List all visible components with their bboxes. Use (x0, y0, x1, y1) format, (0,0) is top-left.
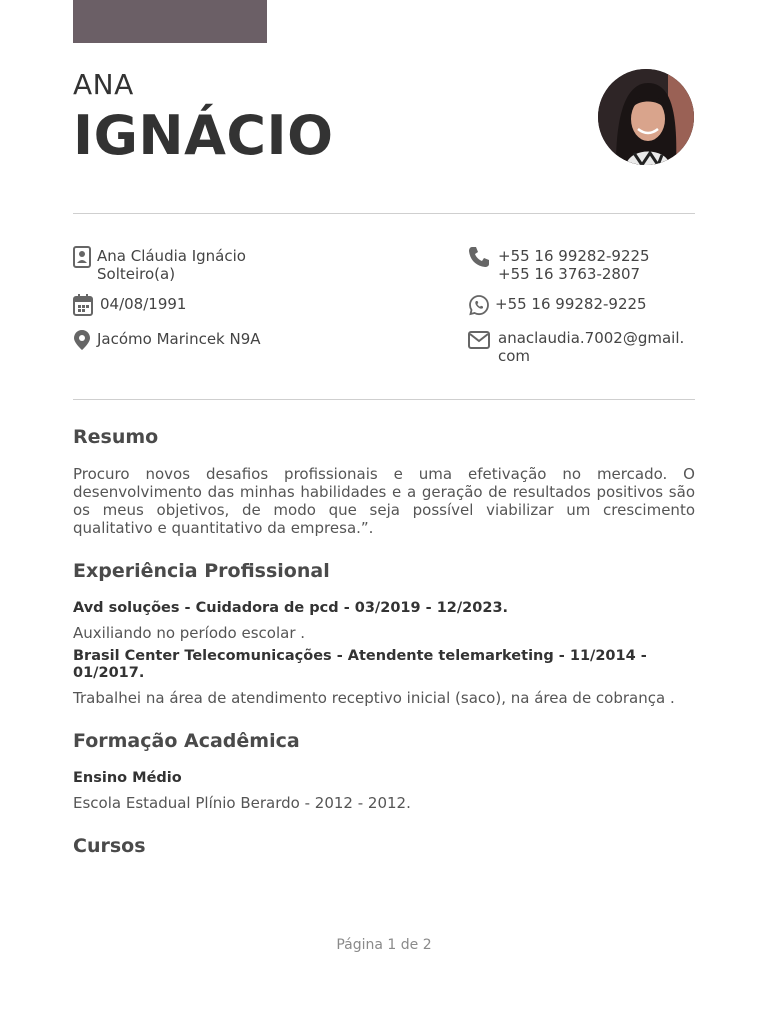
marital-status: Solteiro(a) (97, 265, 176, 283)
job-heading-1: Avd soluções - Cuidadora de pcd - 03/2019 - 12/2023. (73, 600, 509, 616)
divider-bottom (73, 399, 695, 400)
contact-phones (468, 246, 698, 286)
experience-heading: Experiência Profissional (73, 560, 330, 582)
degree-name: Ensino Médio (73, 770, 182, 786)
education-heading: Formação Acadêmica (73, 730, 300, 752)
phone-number-2[interactable]: +55 16 3763-2807 (498, 265, 641, 283)
id-card-icon (73, 246, 93, 268)
page-number: Página 1 de 2 (336, 937, 432, 953)
avatar (598, 69, 694, 165)
contact-email (468, 328, 698, 368)
calendar-icon (73, 294, 93, 316)
envelope-icon (468, 331, 488, 353)
contact-whatsapp (468, 294, 698, 318)
courses-heading: Cursos (73, 835, 146, 857)
full-name: Ana Cláudia Ignácio (97, 247, 246, 265)
birth-date: 04/08/1991 (100, 295, 187, 313)
job-description-2: Trabalhei na área de atendimento receptivo inicial (saco), na área de cobrança . (73, 689, 675, 707)
email-line-1[interactable]: anaclaudia.7002@gmail. (498, 329, 685, 347)
phone-icon (468, 246, 488, 268)
contact-birthdate (73, 294, 373, 318)
email-line-2[interactable]: com (498, 347, 531, 365)
job-heading-2: Brasil Center Telecomunicações - Atendente telemarketing - 11/2014 - 01/2017. (73, 648, 647, 681)
contact-address (73, 329, 373, 353)
job-description-1: Auxiliando no período escolar . (73, 624, 306, 642)
divider-top (73, 213, 695, 214)
address: Jacómo Marincek N9A (97, 330, 261, 348)
first-name: ANA (73, 68, 134, 101)
last-name: IGNÁCIO (73, 104, 334, 167)
header-accent-bar (73, 0, 267, 43)
contact-name (73, 246, 373, 286)
school-name: Escola Estadual Plínio Berardo - 2012 - 2012. (73, 794, 411, 812)
phone-number-1[interactable]: +55 16 99282-9225 (498, 247, 650, 265)
whatsapp-number[interactable]: +55 16 99282-9225 (495, 295, 647, 313)
summary-text: Procuro novos desafios profissionais e uma efetivação no mercado. O desenvolvimento das minhas habilidades e a geração de resultados positivos são os meus objetivos, de modo que seja possível viabilizar um crescimento qualitativo e quantitativo da empresa.”. (73, 465, 695, 537)
summary-heading: Resumo (73, 426, 159, 448)
whatsapp-icon (468, 294, 488, 316)
map-pin-icon (73, 329, 93, 351)
